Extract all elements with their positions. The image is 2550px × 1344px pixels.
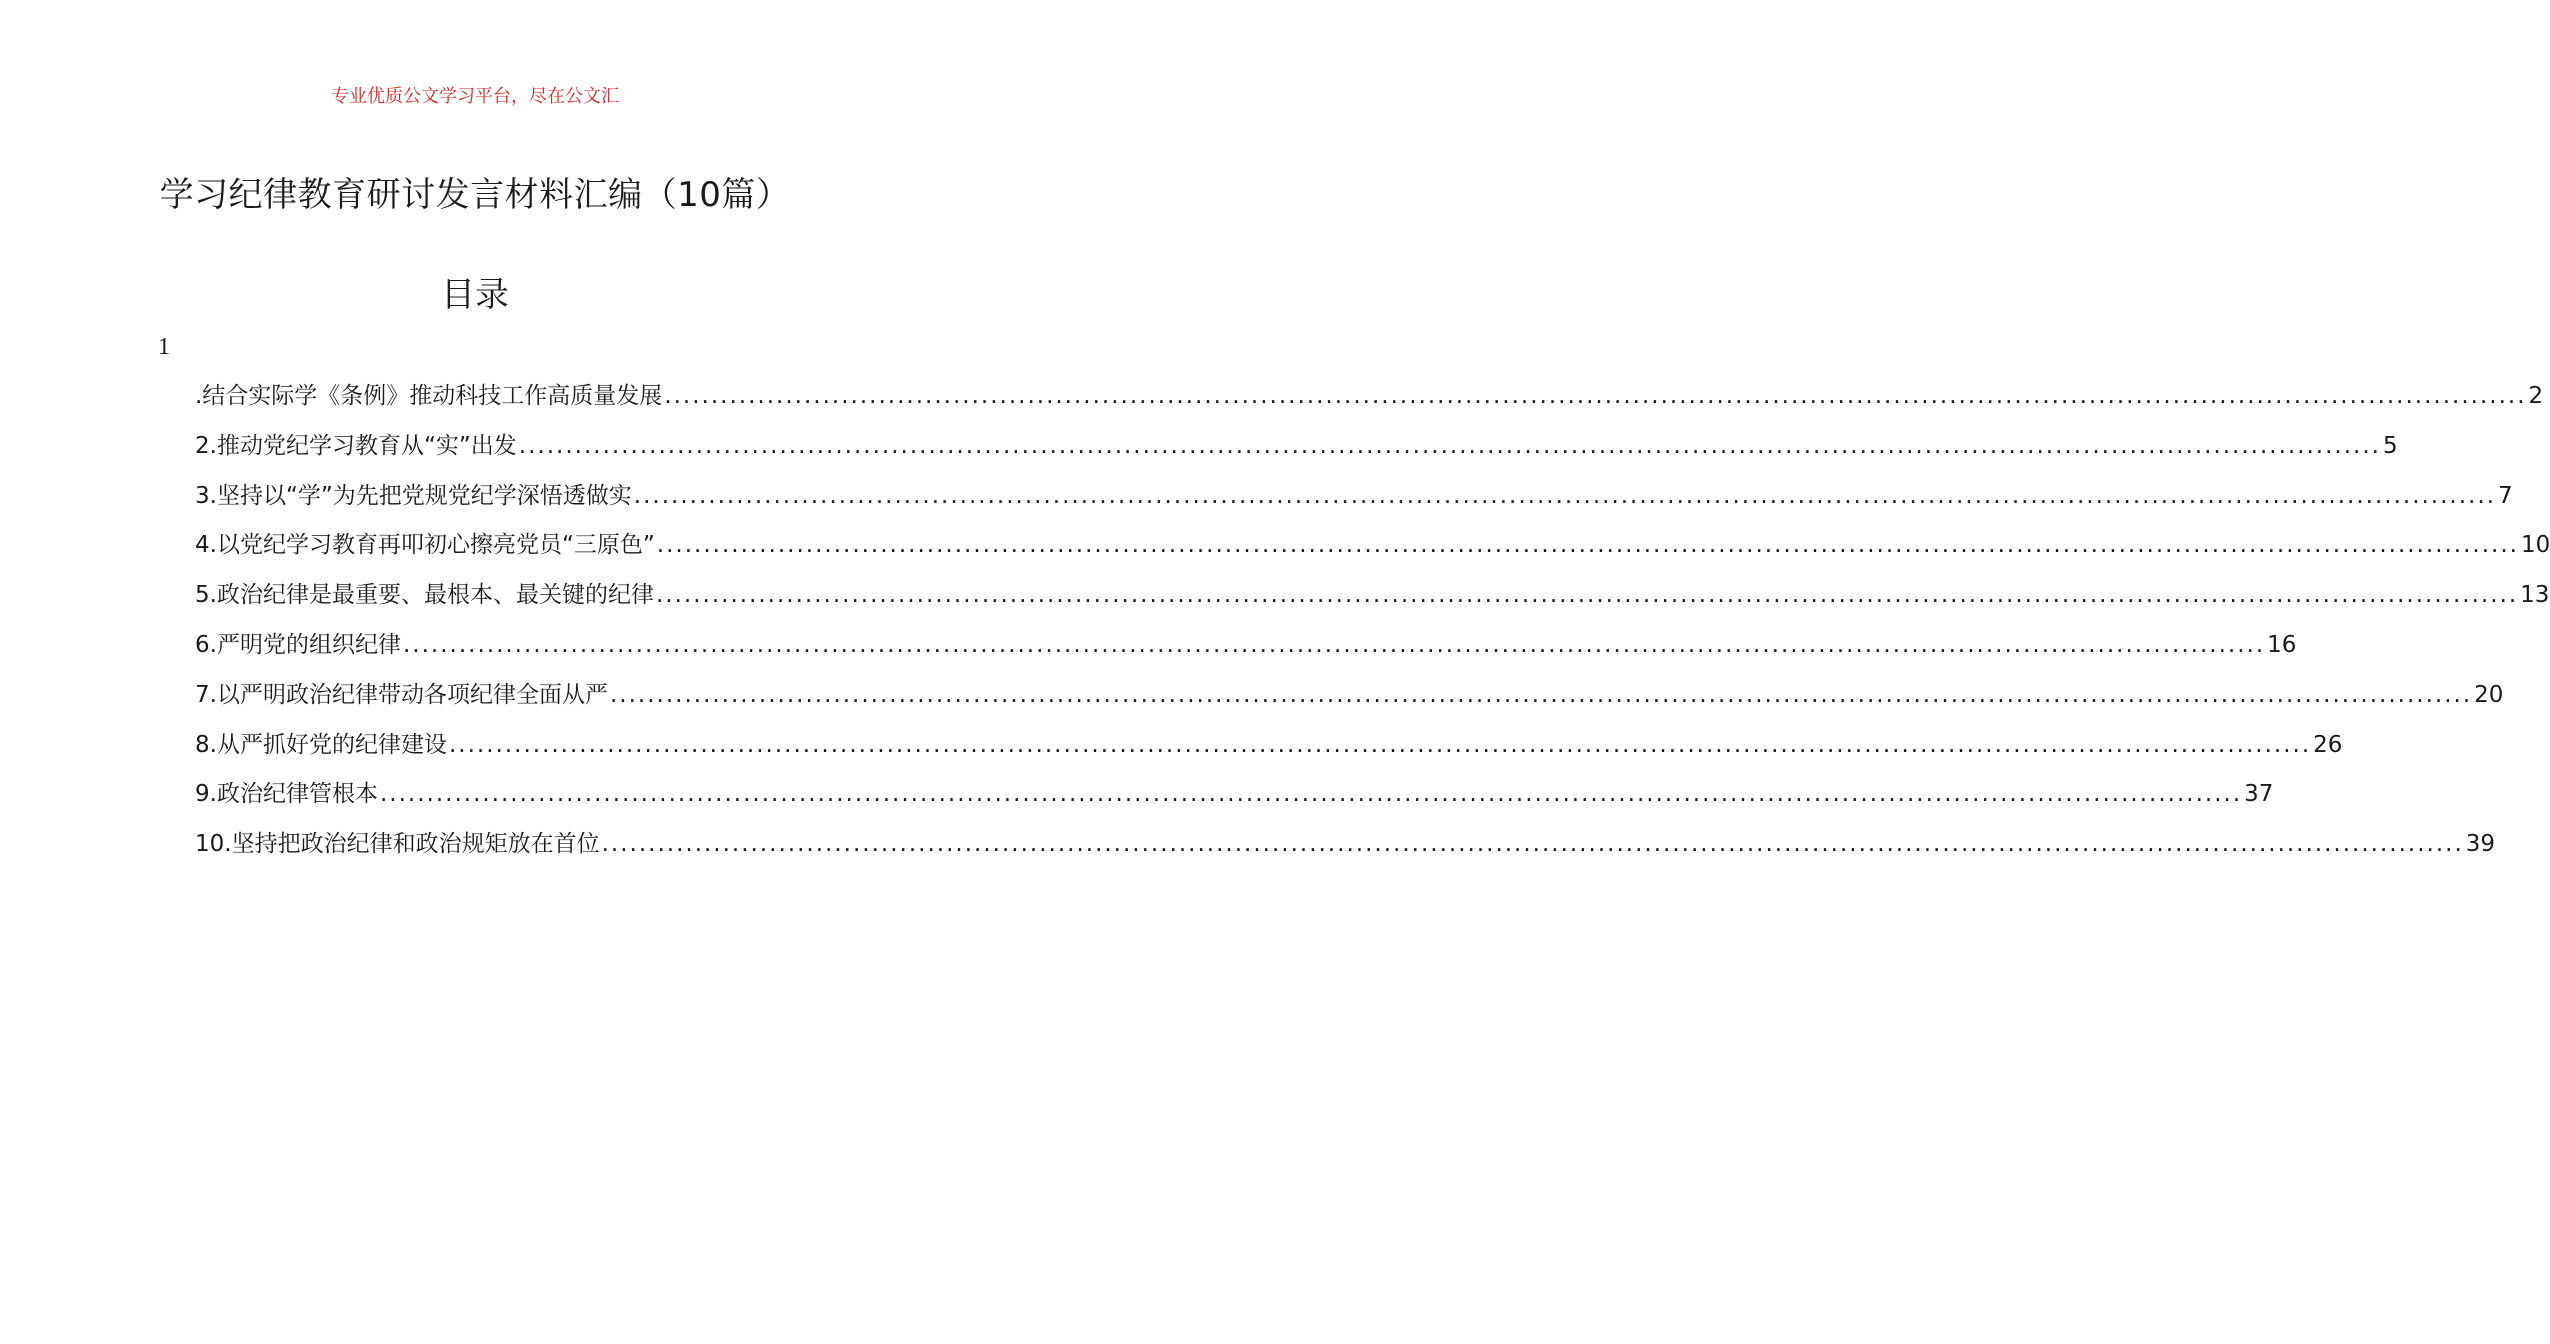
toc-leader-dots: ........................................................................................................................................................................................................: [601, 831, 2464, 858]
document-title: 学习纪律教育研讨发言材料汇编（10篇）: [159, 175, 791, 215]
toc-leader-dots: ........................................................................................................................................................................................................: [656, 532, 2519, 559]
toc-entry-10[interactable]: [195, 824, 2496, 874]
toc-leader-dots: ........................................................................................................................................................................................................: [655, 582, 2519, 609]
toc-entry-label: 4.以党纪学习教育再叩初心擦亮党员“三原色”: [195, 532, 655, 559]
toc-entry-6[interactable]: [195, 625, 2297, 675]
toc-leader-dots: ........................................................................................................................................................................................................: [448, 731, 2312, 758]
toc-entry-page: 13: [2520, 582, 2550, 609]
toc-entry-1[interactable]: [195, 376, 2544, 426]
toc-entry-page: 39: [2465, 831, 2496, 858]
toc-entry-8[interactable]: [195, 725, 2343, 775]
toc-entry-page: 2: [2528, 383, 2544, 409]
toc-entry-page: 10: [2521, 532, 2550, 559]
toc-stray-number: 1: [158, 334, 170, 360]
toc-entry-page: 16: [2267, 631, 2297, 658]
toc-entry-3[interactable]: [195, 476, 2513, 526]
toc-entry-label: 10.坚持把政治纪律和政治规矩放在首位: [195, 831, 600, 858]
toc-leader-dots: ........................................................................................................................................................................................................: [379, 781, 2243, 808]
toc-entry-page: 20: [2474, 681, 2504, 708]
toc-entry-page: 5: [2383, 432, 2398, 459]
toc-entry-label: 5.政治纪律是最重要、最根本、最关键的纪律: [195, 582, 654, 609]
toc-leader-dots: ........................................................................................................................................................................................................: [664, 383, 2527, 409]
toc-entry-label: 2.推动党纪学习教育从“实”出发: [195, 432, 517, 459]
toc-entry-page: 26: [2313, 731, 2343, 758]
toc-entry-5[interactable]: [195, 575, 2550, 625]
toc-list: [195, 376, 2550, 874]
toc-entry-label: 6.严明党的组织纪律: [195, 631, 401, 658]
toc-entry-2[interactable]: [195, 426, 2398, 476]
promo-banner: 专业优质公文学习平台，尽在公文汇: [331, 86, 619, 107]
toc-leader-dots: ........................................................................................................................................................................................................: [402, 631, 2266, 658]
toc-entry-label: 7.以严明政治纪律带动各项纪律全面从严: [195, 681, 608, 708]
toc-entry-label: .结合实际学《条例》推动科技工作高质量发展: [195, 383, 663, 409]
toc-leader-dots: ........................................................................................................................................................................................................: [633, 482, 2496, 509]
toc-entry-page: 7: [2498, 482, 2513, 509]
toc-entry-label: 8.从严抓好党的纪律建设: [195, 731, 447, 758]
toc-entry-9[interactable]: [195, 774, 2274, 824]
toc-entry-label: 9.政治纪律管根本: [195, 781, 378, 808]
toc-entry-7[interactable]: [195, 675, 2504, 725]
toc-entry-label: 3.坚持以“学”为先把党规党纪学深悟透做实: [195, 482, 632, 509]
toc-leader-dots: ........................................................................................................................................................................................................: [609, 681, 2473, 708]
toc-entry-page: 37: [2244, 781, 2274, 808]
toc-heading: 目录: [441, 275, 509, 315]
toc-leader-dots: ........................................................................................................................................................................................................: [518, 432, 2381, 459]
toc-entry-4[interactable]: [195, 525, 2550, 575]
